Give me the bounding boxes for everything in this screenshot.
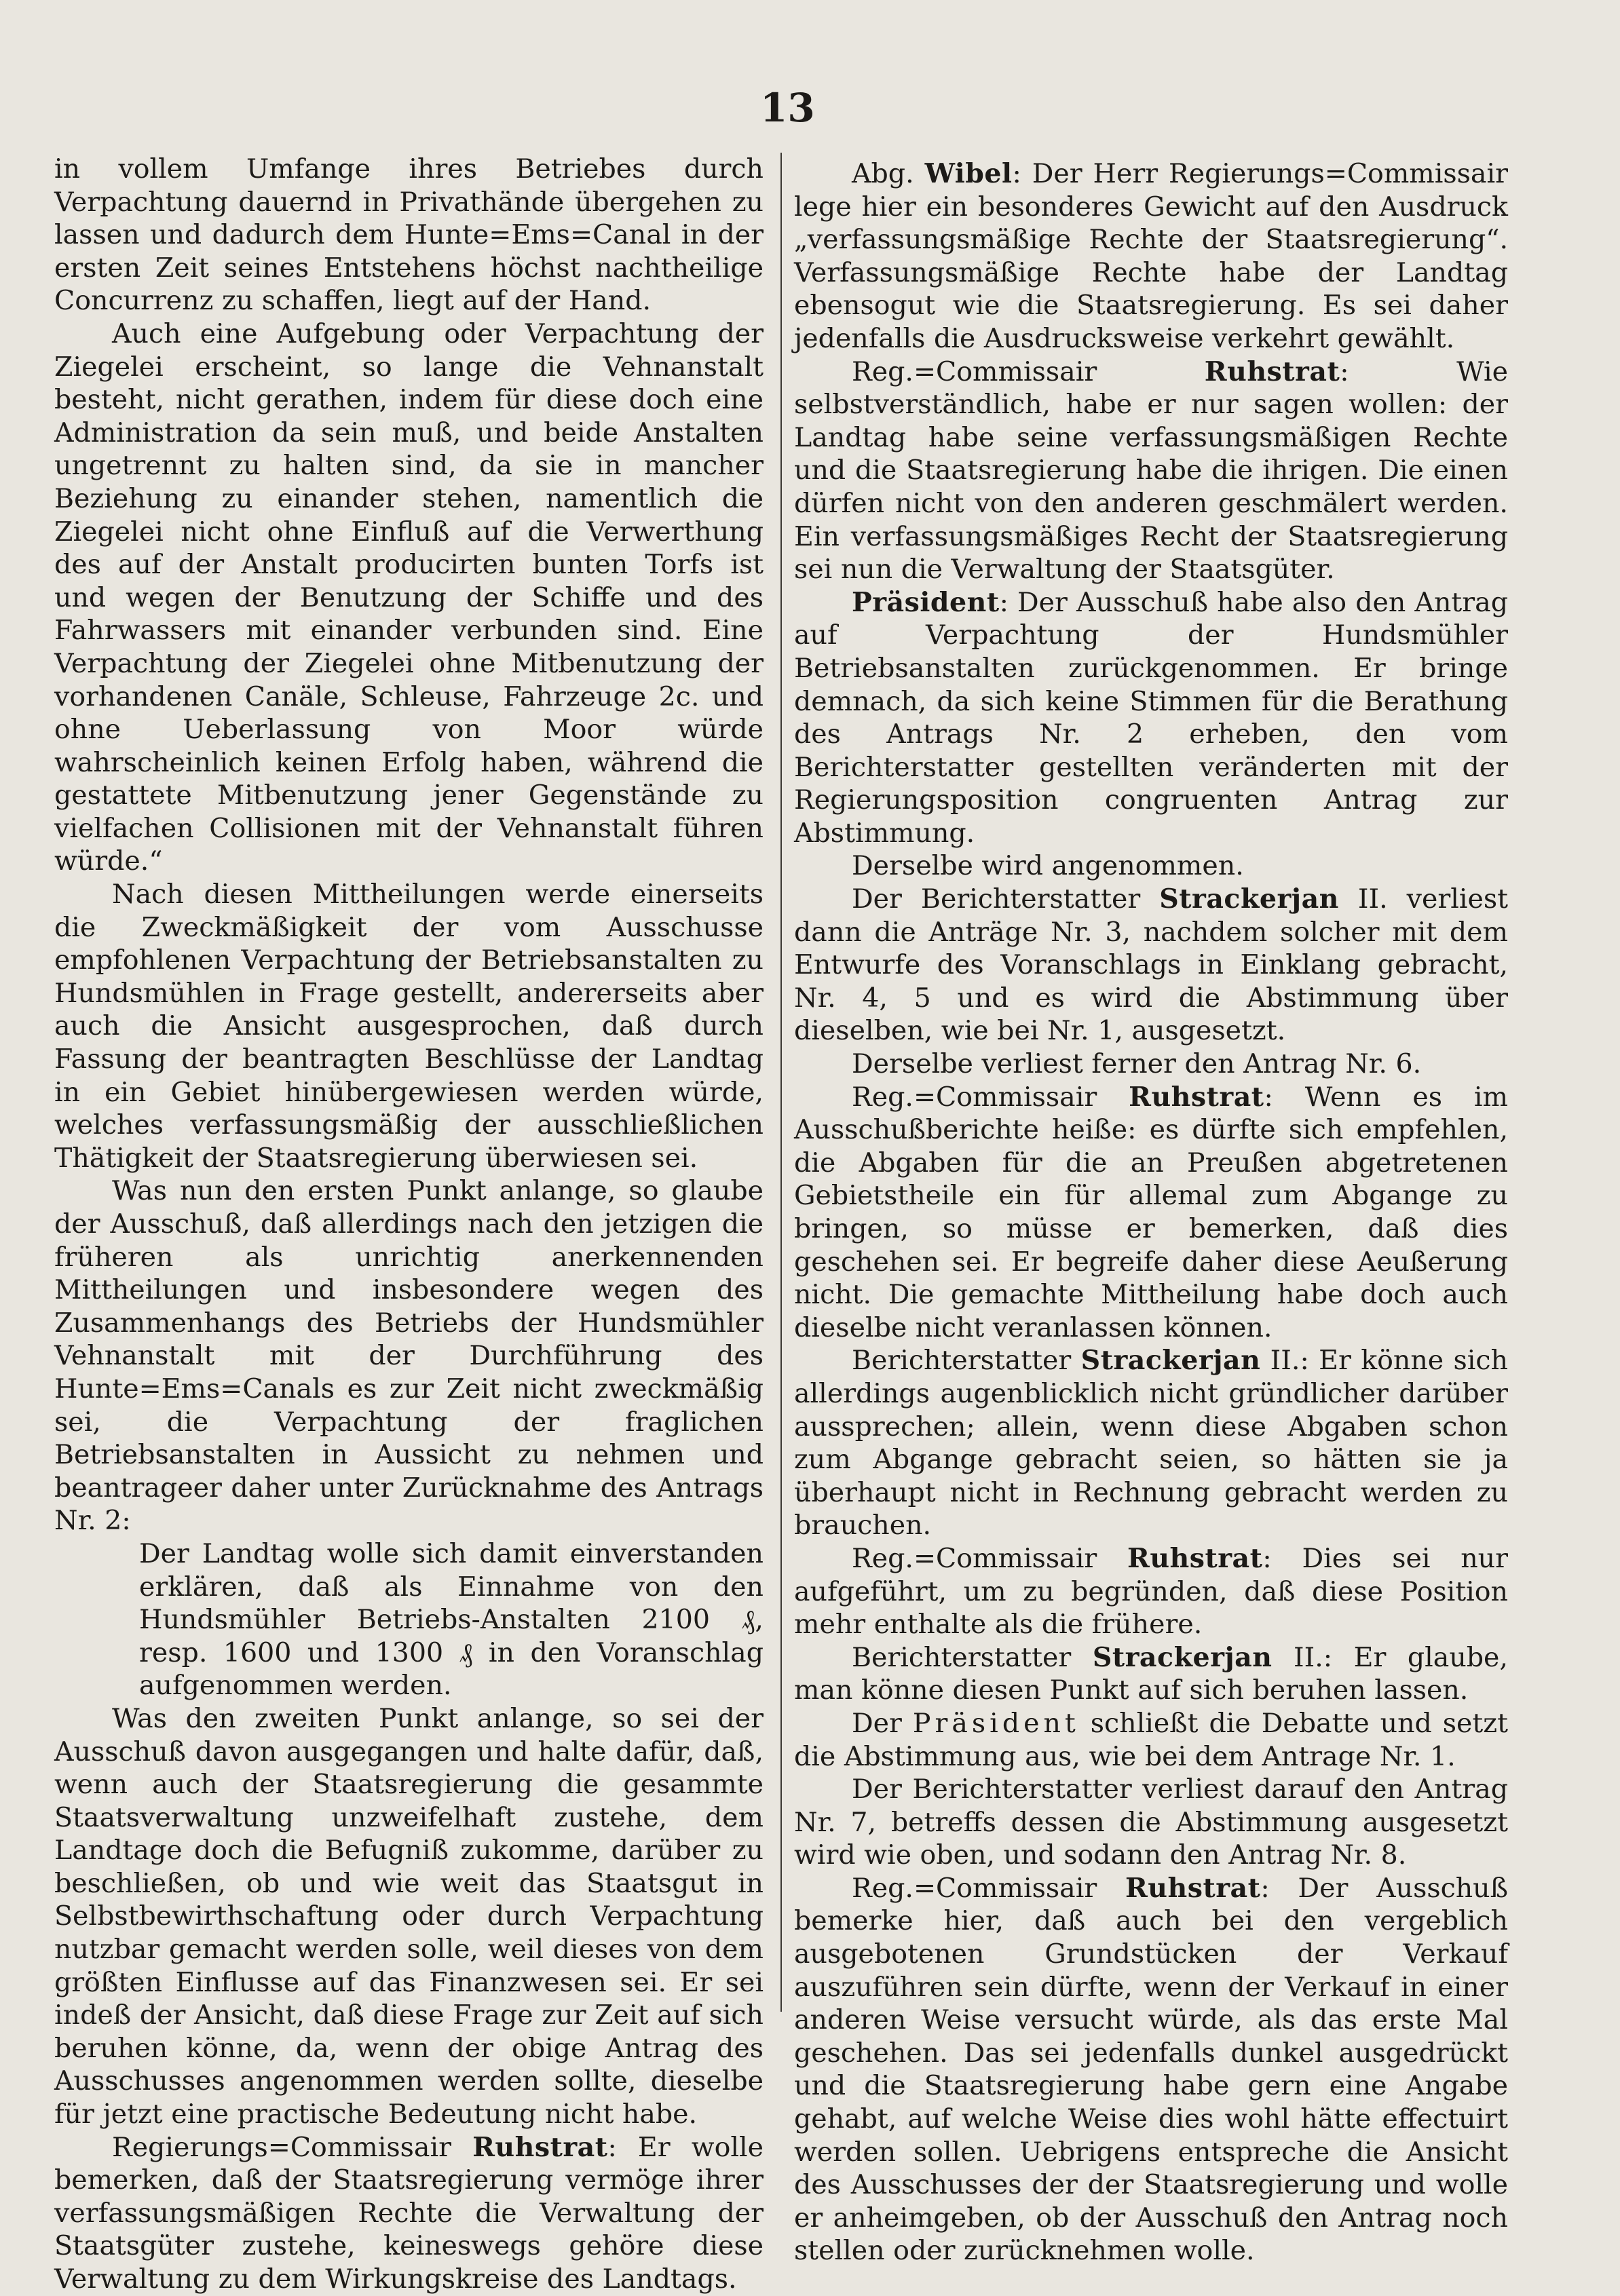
paragraph: [794, 1081, 1508, 1345]
paragraph: [794, 586, 1508, 850]
speaker-role: Berichterstatter: [852, 1345, 1072, 1377]
right-column: [794, 157, 1508, 2268]
speaker-name: Präsident: [852, 586, 1000, 618]
page-number: 13: [760, 85, 815, 131]
speech-text: schließt die Debatte und setzt die Abstimmung aus, wie bei dem Antrage Nr. 1.: [794, 1707, 1508, 1772]
paragraph: [794, 1344, 1508, 1542]
speech-text: II. verliest dann die Anträge Nr. 3, nachdem solcher mit dem Entwurfe des Voranschlags in Einklang gebracht, Nr. 4, 5 und es wird die Abstimmung über dieselben, wie bei Nr. 1, ausgesetzt.: [794, 883, 1508, 1047]
speaker-name: Strackerjan: [1080, 1345, 1261, 1377]
left-column: [54, 153, 764, 2296]
speaker-role: Der Berichterstatter: [852, 883, 1141, 915]
paragraph: [794, 356, 1508, 586]
speaker-name: Strackerjan: [1159, 883, 1339, 915]
paragraph: Derselbe wird angenommen.: [852, 850, 1244, 882]
paragraph: Derselbe verliest ferner den Antrag Nr. 6.: [852, 1048, 1422, 1080]
speaker-name: Ruhstrat: [1125, 1872, 1261, 1904]
paragraph: Was nun den ersten Punkt anlange, so glaube der Ausschuß, daß allerdings nach den jetzigen die früheren als unrichtig anerkennenden Mittheilungen und insbesondere wegen des Zusammenhangs des Betriebs der Hundsmühler Vehnanstalt mit der Durchführung des Hunte=Ems=Canals es zur Zeit nicht zweckmäßig sei, die Verpachtung der fraglichen Betriebsanstalten in Aussicht zu nehmen und beantrageer daher unter Zurücknahme des Antrags Nr. 2:: [54, 1175, 764, 1537]
paragraph: [794, 883, 1508, 1048]
paragraph: Nach diesen Mittheilungen werde einerseits die Zweckmäßigkeit der vom Ausschusse empfohlenen Verpachtung der Betriebsanstalten zu Hundsmühlen in Frage gestellt, andererseits aber auch die Ansicht ausgesprochen, daß durch Fassung der beantragten Beschlüsse der Landtag in ein Gebiet hinübergewiesen werden würde, welches verfassungsmäßig der ausschließlichen Thätigkeit der Staatsregierung überwiesen sei.: [54, 879, 764, 1174]
speaker-name: Ruhstrat: [472, 2131, 608, 2163]
speaker-name: Ruhstrat: [1127, 1542, 1263, 1574]
speaker-role: Reg.=Commissair: [852, 356, 1097, 387]
paragraph: in vollem Umfange ihres Betriebes durch Verpachtung dauernd in Privathände übergehen zu lassen und dadurch dem Hunte=Ems=Canal in der ersten Zeit seines Entstehens höchst nachtheilige Concurrenz zu schaffen, liegt auf der Hand.: [54, 153, 764, 317]
paragraph: [794, 1707, 1508, 1773]
speaker-name: Strackerjan: [1092, 1641, 1273, 1673]
speech-text: : Dies sei nur aufgeführt, um zu begründen, daß diese Position mehr enthalte als die frühere.: [794, 1542, 1509, 1641]
paragraph: [54, 2131, 764, 2296]
speech-text: II.: Er könne sich allerdings augenblicklich nicht gründlicher darüber aussprechen; allein, wenn diese Abgaben schon zum Abgange gebracht seien, so hätten sie ja überhaupt nicht in Rechnung gebracht werden zu brauchen.: [794, 1345, 1508, 1542]
speaker-role: Reg.=Commissair: [852, 1081, 1097, 1113]
motion-text: Der Landtag wolle sich damit einverstanden erklären, daß als Einnahme von den Hundsmühler Betriebs-Anstalten 2100 ₰, resp. 1600 und 1300 ₰ in den Voranschlag aufgenommen werden.: [139, 1537, 764, 1702]
speaker-role: Der: [852, 1707, 902, 1739]
paragraph: Auch eine Aufgebung oder Verpachtung der Ziegelei erscheint, so lange die Vehnanstalt besteht, nicht gerathen, indem für diese doch eine Administration da sein muß, und beide Anstalten ungetrennt zu halten sind, da sie in mancher Beziehung zu einander stehen, namentlich die Ziegelei nicht ohne Einfluß auf die Verwerthung des auf der Anstalt producirten bunten Torfs ist und wegen der Benutzung der Schiffe und des Fahrwassers mit einander verbunden sind. Eine Verpachtung der Ziegelei ohne Mitbenutzung der vorhandenen Canäle, Schleuse, Fahrzeuge 2c. und ohne Ueberlassung von Moor würde wahrscheinlich keinen Erfolg haben, während die gestattete Mitbenutzung jener Gegenstände zu vielfachen Collisionen mit der Vehnanstalt führen würde.“: [54, 318, 764, 877]
speech-text: : Wie selbstverständlich, habe er nur sagen wollen: der Landtag habe seine verfassungsmäßigen Rechte und die Staatsregierung habe die ihrigen. Die einen dürfen nicht von den anderen geschmälert werden. Ein verfassungsmäßiges Recht der Staatsregierung sei nun die Verwaltung der Staatsgüter.: [794, 356, 1508, 586]
paragraph: Was den zweiten Punkt anlange, so sei der Ausschuß davon ausgegangen und halte dafür, daß, wenn auch der Staatsregierung die gesammte Staatsverwaltung unzweifelhaft zustehe, dem Landtage doch die Befugniß zukomme, darüber zu beschließen, ob und wie weit das Staatsgut in Selbstbewirthschaftung oder durch Verpachtung nutzbar gemacht werden solle, weil dieses von dem größten Einflusse auf das Finanzwesen sei. Er sei indeß der Ansicht, daß diese Frage zur Zeit auf sich beruhen könne, da, wenn der obige Antrag des Ausschusses angenommen werden sollte, dieselbe für jetzt eine practische Bedeutung nicht habe.: [54, 1702, 764, 2130]
speaker-name: Wibel: [924, 158, 1013, 189]
speech-text: : Wenn es im Ausschußberichte heiße: es dürfte sich empfehlen, die Abgaben für die an Preußen abgetretenen Gebietstheile ein für allemal zum Abgange zu bringen, so müsse er bemerken, daß dies geschehen sei. Er begreife daher diese Aeußerung nicht. Die gemachte Mittheilung habe doch auch dieselbe nicht veranlassen können.: [794, 1081, 1508, 1343]
paragraph: [794, 1641, 1508, 1707]
speaker-role: Berichterstatter: [852, 1641, 1072, 1673]
speech-text: : Der Ausschuß habe also den Antrag auf Verpachtung der Hundsmühler Betriebsanstalten zurückgenommen. Er bringe demnach, da sich keine Stimmen für die Berathung des Antrags Nr. 2 erheben, den vom Berichterstatter gestellten veränderten mit der Regierungsposition congruenten Antrag zur Abstimmung.: [794, 586, 1508, 849]
speaker-name: Ruhstrat: [1129, 1081, 1264, 1113]
paragraph: Der Berichterstatter verliest darauf den Antrag Nr. 7, betreffs dessen die Abstimmung ausgesetzt wird wie oben, und sodann den Antrag Nr. 8.: [794, 1774, 1508, 1871]
speaker-name: Präsident: [912, 1707, 1080, 1739]
speaker-role: Abg.: [852, 158, 914, 189]
paragraph: [794, 1872, 1508, 2268]
speech-text: : Er wolle bemerken, daß der Staatsregierung vermöge ihrer verfassungsmäßigen Rechte die Verwaltung der Staatsgüter zustehe, keineswegs gehöre diese Verwaltung zu dem Wirkungskreise des Landtags.: [54, 2131, 764, 2295]
speech-text: II.: Er glaube, man könne diesen Punkt auf sich beruhen lassen.: [794, 1641, 1508, 1706]
column-divider: [780, 153, 782, 2012]
speaker-role: Regierungs=Commissair: [112, 2131, 451, 2163]
speech-text: : Der Ausschuß bemerke hier, daß auch bei den vergeblich ausgebotenen Grundstücken der Verkauf auszuführen sein dürfte, wenn der Verkauf in einer anderen Weise versucht würde, als das erste Mal geschehen. Das sei jedenfalls dunkel ausgedrückt und die Staatsregierung habe gern eine Angabe gehabt, auf welche Weise dies wohl hätte effectuirt werden sollen. Uebrigens entspreche die Ansicht des Ausschusses der der Staatsregierung und wolle er anheimgeben, ob der Ausschuß den Antrag noch stellen oder zurücknehmen wolle.: [794, 1872, 1508, 2267]
paragraph: [794, 157, 1508, 356]
speaker-role: Reg.=Commissair: [852, 1542, 1097, 1574]
speaker-role: Reg.=Commissair: [852, 1872, 1097, 1904]
paragraph: [794, 1542, 1508, 1641]
speaker-name: Ruhstrat: [1204, 356, 1340, 387]
speech-text: : Der Herr Regierungs=Commissair lege hier ein besonderes Gewicht auf den Ausdruck „verfassungsmäßige Rechte der Staatsregierung“. Verfassungsmäßige Rechte habe der Landtag ebensogut wie die Staatsregierung. Es sei daher jedenfalls die Ausdrucksweise verkehrt gewählt.: [794, 158, 1508, 354]
